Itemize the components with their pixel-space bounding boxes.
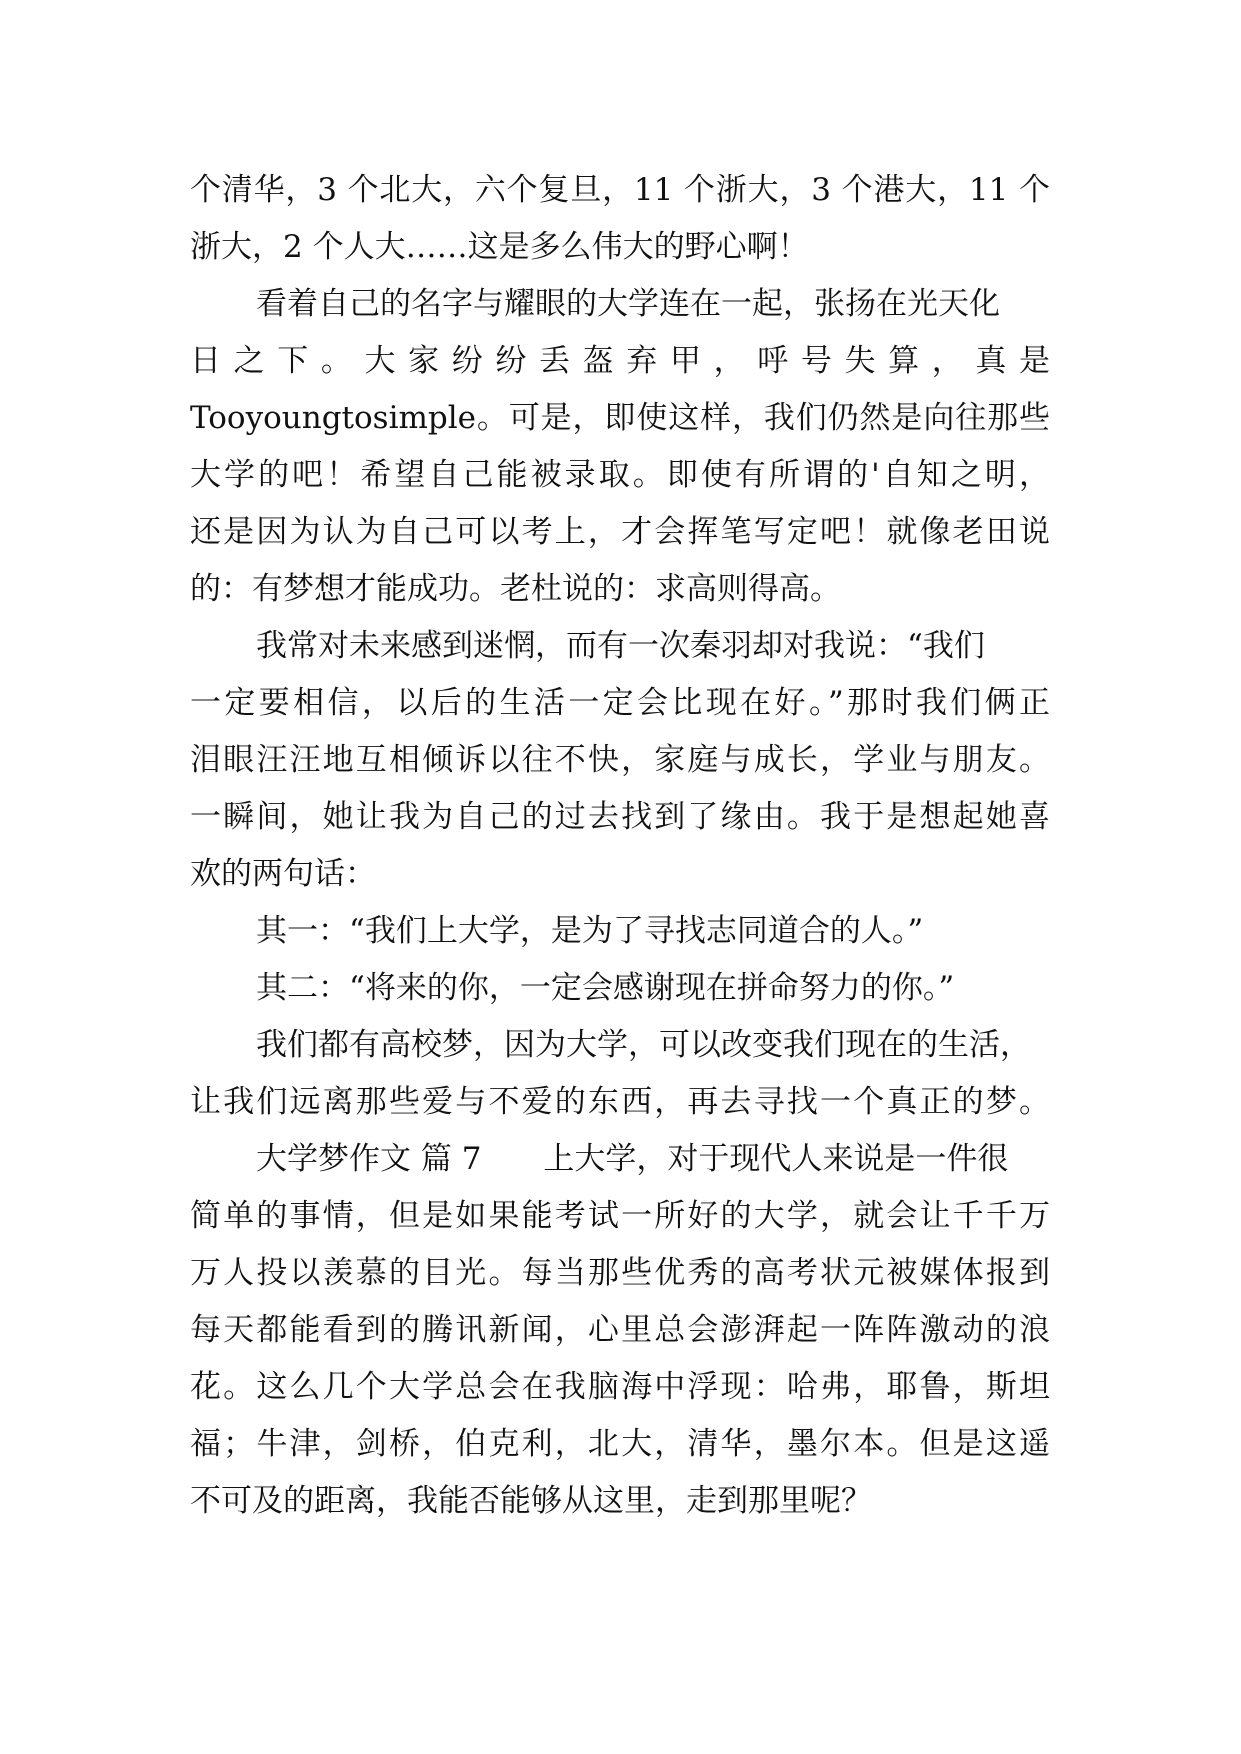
text-line: 的：有梦想才能成功。老杜说的：求高则得高。 [190, 571, 841, 607]
text-line: 一定要相信，以后的生活一定会比现在好。”那时我们俩正 [190, 685, 1050, 721]
text-line: 看着自己的名字与耀眼的大学连在一起，张扬在光天化 [256, 286, 1000, 322]
text-line: 其一：“我们上大学，是为了寻找志同道合的人。” [256, 913, 924, 949]
text-line: 每天都能看到的腾讯新闻，心里总会澎湃起一阵阵激动的浪 [190, 1312, 1050, 1348]
text-line: 简单的事情，但是如果能考试一所好的大学，就会让千千万 [190, 1198, 1050, 1234]
section-heading-line: 大学梦作文 篇 7 上大学，对于现代人来说是一件很 [256, 1141, 1009, 1177]
text-line: 福；牛津，剑桥，伯克利，北大，清华，墨尔本。但是这遥 [190, 1426, 1050, 1462]
text-line: 欢的两句话： [190, 856, 376, 892]
text-line: 一瞬间，她让我为自己的过去找到了缘由。我于是想起她喜 [190, 799, 1050, 835]
text-line: 大学的吧！希望自己能被录取。即使有所谓的'自知之明， [190, 457, 1050, 493]
text-line: 让我们远离那些爱与不爱的东西，再去寻找一个真正的梦。 [190, 1084, 1050, 1120]
text-line: 个清华，3 个北大，六个复旦，11 个浙大，3 个港大，11 个 [190, 172, 1050, 208]
text-line: 浙大，2 个人大……这是多么伟大的野心啊！ [190, 229, 809, 265]
text-line: 我们都有高校梦，因为大学，可以改变我们现在的生活， [256, 1027, 1031, 1063]
text-line: 日 之 下 。 大 家 纷 纷 丢 盔 弃 甲 ， 呼 号 失 算 ， 真 是 [190, 343, 1050, 379]
text-line: 还是因为认为自己可以考上，才会挥笔写定吧！就像老田说 [190, 514, 1050, 550]
text-line: 泪眼汪汪地互相倾诉以往不快，家庭与成长，学业与朋友。 [190, 742, 1050, 778]
text-line: 花。这么几个大学总会在我脑海中浮现：哈弗，耶鲁，斯坦 [190, 1369, 1050, 1405]
text-line: Tooyoungtosimple。可是，即使这样，我们仍然是向往那些 [190, 400, 1050, 436]
text-line: 我常对未来感到迷惘，而有一次秦羽却对我说：“我们 [256, 628, 985, 664]
text-line: 不可及的距离，我能否能够从这里，走到那里呢？ [190, 1483, 872, 1519]
text-line: 其二：“将来的你，一定会感谢现在拼命努力的你。” [256, 970, 955, 1006]
text-line: 万人投以羡慕的目光。每当那些优秀的高考状元被媒体报到 [190, 1255, 1050, 1291]
